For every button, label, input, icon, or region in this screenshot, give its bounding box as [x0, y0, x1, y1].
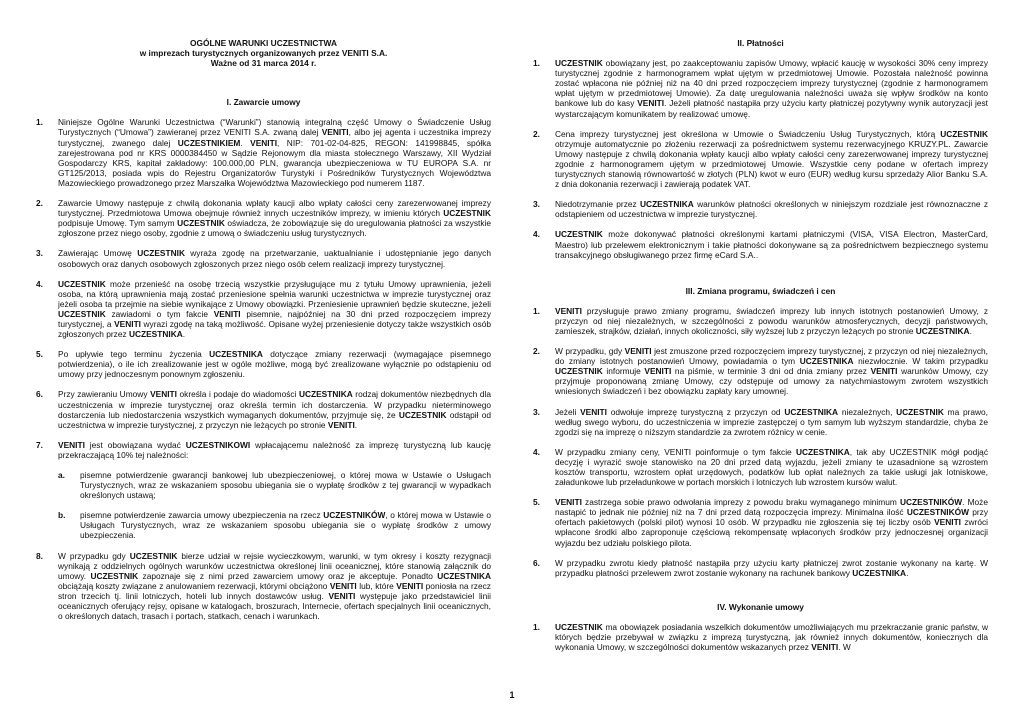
clause-number: 5.: [36, 349, 43, 360]
clause-number: 2.: [36, 198, 43, 209]
section-items: [36, 117, 491, 621]
clause-number: 4.: [533, 229, 540, 240]
sub-clause-letter: b.: [58, 510, 66, 521]
clause-text: Cena imprezy turystycznej jest określona w Umowie o Świadczeniu Usług Turystycznych, którą UCZESTNIK otrzymuje automatycznie po złożeniu rezerwacji za pośrednictwem systemu rezerwacyjnego KRUZY.PL. Zawarcie Umowy następuje z chwilą dokonania wpłaty kaucji albo wpłaty całości ceny zarezerwowanej imprezy turystycznej zgodnie z harmonogramem ujętym w przedmiotowej Umowie. Wszystkie ceny podane w ofertach imprezy turystycznych stanowią równowartość w złotych (PLN) kwot w euro (EUR) według kursu sprzedaży Alior Banku S.A. z dnia dokonania rezerwacji i zawierają podatek VAT.: [555, 128, 988, 190]
clause: [36, 551, 491, 622]
clause: [36, 279, 491, 340]
section-title: III. Zmiana programu, świadczeń i cen: [685, 285, 836, 296]
clause-text: Przy zawieraniu Umowy VENITI określa i podaje do wiadomości UCZESTNIKA rodzaj dokumentów niezbędnych dla uczestniczenia w imprezie turystycznej oraz określa termin ich dostarczenia. W przypadku nieterminowego dostarczenia lub niedostarczenia wszystkich wymaganych dokumentów, przyjmuje się, że UCZESTNIK odstąpił od uczestnictwa w imprezie turystycznej, z przyczyn nie leżących po stronie VENITI.: [58, 389, 491, 430]
clause-number: 5.: [533, 497, 540, 508]
clause: [36, 198, 491, 238]
clause-text: W przypadku gdy UCZESTNIK bierze udział w rejsie wycieczkowym, warunki, w tym okresy i koszty rezygnacji wynikają z oddzielnych ogólnych warunków uczestnictwa określonej linii oceanicznej, które stanowią załącznik do umowy. UCZESTNIK zapoznaje się z nimi przed zawarciem umowy oraz je akceptuje. Ponadto UCZESTNIKA obciążają koszty związane z anulowaniem rezerwacji, którymi obciążono VENITI lub, które VENITI poniosła na rzecz stron trzecich tj. linii lotniczych, hoteli lub innych dostawców usług. VENITI występuje jako przedstawiciel linii oceanicznych oferujący rejsy, opisane w katalogach, broszurach, Internecie, ofertach specjalnych linii oceanicznych, o określonych datach, trasach i portach, statkach, cenach i warunkach.: [58, 550, 492, 622]
clause-text: VENITI zastrzega sobie prawo odwołania imprezy z powodu braku wymaganego minimum UCZESTNIKÓW. Może nastąpić to jednak nie później niż na 7 dni przed datą rozpoczęcia imprezy. Minimalna ilość UCZESTNIKÓW przy ofertach pakietowych (polski pilot) wynosi 10 osób. W przypadku nie zgłoszenia się tej liczby osób VENITI zwróci wpłacone środki albo zaproponuje częściową rekompensatę wpłaconych środków przy jednoczesnej organizacji wyjazdu bez udziału polskiego pilota.: [555, 497, 988, 548]
clause: [36, 248, 491, 268]
clause-text: Zawierając Umowę UCZESTNIK wyraża zgodę na przetwarzanie, uaktualnianie i udostępnianie jego danych osobowych oraz danych osobowych zgłoszonych przez niego osób celem realizacji imprezy turystycznej.: [58, 248, 491, 269]
clause: [36, 440, 491, 541]
clause-text: UCZESTNIK ma obowiązek posiadania wszelkich dokumentów umożliwiających mu przekraczanie granic państw, w których będzie przebywał w związku z imprezą turystyczną, jak również innych dokumentów, koniecznych dla wykonania Umowy, w szczególności dokumentów wskazanych przez VENITI. W: [555, 621, 988, 653]
section-items: [533, 58, 988, 260]
clause-number: 6.: [36, 389, 43, 400]
clause-number: 2.: [533, 346, 540, 357]
clause-text: Niedotrzymanie przez UCZESTNIKA warunków płatności określonych w niniejszym rozdziale jest równoznaczne z odstąpieniem od uczestnictwa w imprezie turystycznej.: [555, 199, 988, 220]
clause: [533, 129, 988, 190]
sub-clause-list: [58, 470, 491, 541]
document-title: OGÓLNE WARUNKI UCZESTNICTWA: [190, 38, 337, 48]
clause-text: W przypadku zwrotu kiedy płatność nastąpiła przy użyciu karty płatniczej zwrot zostanie wykonany na kartę. W przypadku płatności przelewem zwrot zostanie wykonany na rachunek bankowy UCZESTNIKA.: [555, 557, 988, 578]
clause-number: 6.: [533, 557, 540, 568]
clause: [36, 389, 491, 429]
clause: [533, 622, 988, 652]
document-subtitle: w imprezach turystycznych organizowanych przez VENITI S.A.: [139, 48, 388, 59]
sub-clause: [58, 510, 491, 540]
clause: [36, 349, 491, 379]
clause-text: Niniejsze Ogólne Warunki Uczestnictwa (“Warunki”) stanowią integralną część Umowy o Świadczenie Usług Turystycznych (“Umowa”) zawieranej przez VENITI S.A. zwaną dalej VENITI, albo jej agenta i uczestnika imprezy turystycznej, zwanego dalej UCZESTNIKIEM. VENITI, NIP: 701-02-04-825, REGON: 141998845, spółka zarejestrowana pod nr KRS 0000384450 w Sądzie Rejonowym dla miasta stołecznego Warszawy, XII Wydział Gospodarczy KRS, kapitał zakładowy: 100.000,00 PLN, gwarancja ubezpieczeniowa w TU EUROPA S.A. nr GT125/2013, posiada wpis do Rejestru Organizatorów Turystyki i Pośredników Turystycznych Województwa Mazowieckiego prowadzonego przez Marszałka Województwa Mazowieckiego pod numerem 1187.: [58, 117, 492, 188]
clause-number: 1.: [533, 305, 540, 316]
clause-number: 1.: [533, 621, 540, 632]
document-date: Ważne od 31 marca 2014 r.: [210, 58, 317, 69]
clause: [533, 58, 988, 119]
section-title: IV. Wykonanie umowy: [717, 601, 804, 612]
clause-text: UCZESTNIK obowiązany jest, po zaakceptowaniu zapisów Umowy, wpłacić kaucję w wysokości 30% ceny imprezy turystycznej zgodnie z harmonogramem wpłat ujętym w przedmiotowej Umowie. Pozostała należność powinna zostać wpłacona nie później niż na 40 dni przed rozpoczęciem imprezy turystycznej (zgodnie z harmonogramem wpłat ujętym w przedmiotowej Umowie). Za datę uregulowania należności uważa się wpływ środków na konto bankowe lub do kasy VENITI. Jeżeli płatność nastąpiła przy użyciu karty płatniczej pozytywny wynik autoryzacji jest wystarczającym komunikatem by realizować umowę.: [555, 58, 988, 119]
document-header: [36, 38, 491, 68]
sub-clause-text: pisemne potwierdzenie gwarancji bankowej lub ubezpieczeniowej, o której mowa w Ustawie o Usługach Turystycznych, wraz ze wskazaniem sposobu ubiegania sie o wypłatę środków z tej gwarancji w wypadkach określonych ustawą;: [80, 470, 491, 501]
clause: [533, 199, 988, 219]
sub-clause-letter: a.: [58, 470, 65, 480]
section-items: [533, 306, 988, 578]
clause: [533, 558, 988, 578]
clause-text: VENITI jest obowiązana wydać UCZESTNIKOWI wpłacającemu należność za imprezę turystyczną lub kaucję przekraczającą 10% tej należności:: [58, 439, 491, 460]
clause-number: 3.: [533, 199, 540, 210]
clause-text: UCZESTNIK może dokonywać płatności określonymi kartami płatniczymi (VISA, VISA Electron, MasterCard, Maestro) lub przelewem elektronicznym i takie płatności dokonywane są za pośrednictwem bezpiecznego systemu transakcyjnego obsługiwanego przez firmę eCard S.A..: [555, 229, 988, 260]
clause: [533, 497, 988, 547]
clause: [533, 407, 988, 437]
clause-text: Zawarcie Umowy następuje z chwilą dokonania wpłaty kaucji albo wpłaty całości ceny zarezerwowanej imprezy turystycznej. Przedmiotowa Umowa obejmuje również innych uczestników imprezy, w imieniu których UCZESTNIK podpisuje Umowę. Tym samym UCZESTNIK oświadcza, że zobowiązuje się do uregulowania płatności za wszystkie zgłoszone przez niego osoby, zgodnie z umową o świadczeniu usług turystycznych.: [58, 198, 491, 239]
left-column: [36, 38, 491, 631]
clause-text: Jeżeli VENITI odwołuje imprezę turystyczną z przyczyn od UCZESTNIKA niezależnych, UCZESTNIK ma prawo, według swego wyboru, do uczestniczenia w imprezie zastępczej o tym samym lub wyższym standardzie, chyba że zgodzi się na imprezę o niższym standardzie za zwrotem różnicy w cenie.: [555, 406, 988, 437]
section-title: I. Zawarcie umowy: [226, 97, 301, 108]
section-items: [533, 622, 988, 652]
clause-text: W przypadku zmiany ceny, VENITI poinformuje o tym fakcie UCZESTNIKA, tak aby UCZESTNIK mógł podjąć decyzję i wyrazić swoje stanowisko na 20 dni przed datą wyjazdu, jeżeli zmiany te uzasadnione są wzrostem kosztów transportu, wzrostem opłat urzędowych, podatków lub opłat należnych za takie usługi jak lotniskowe, załadunkowe lub przeładunkowe w portach morskich i lotniczych lub wzrostem kursów walut.: [555, 446, 988, 488]
clause-number: 8.: [36, 550, 43, 561]
sub-clause-text: pisemne potwierdzenie zawarcia umowy ubezpieczenia na rzecz UCZESTNIKÓW, o której mowa w Ustawie o Usługach Turystycznych, wraz ze wskazaniem sposobu ubiegania sie o wypłatę środków z umowy ubezpieczenia.: [80, 510, 491, 541]
clause-number: 3.: [36, 248, 43, 259]
clause: [533, 447, 988, 487]
clause: [36, 117, 491, 188]
clause-number: 7.: [36, 439, 43, 450]
clause-number: 1.: [36, 117, 43, 128]
section-title: II. Płatności: [737, 38, 784, 48]
page-number: 1: [509, 690, 515, 700]
clause: [533, 306, 988, 336]
clause-number: 1.: [533, 58, 540, 69]
clause-text: VENITI przysługuje prawo zmiany programu, świadczeń imprezy lub innych istotnych postanowień Umowy, z przyczyn od niej niezależnych, w szczególności z powodu warunków atmosferycznych, decyzji państwowych, zamieszek, strajków, działań, innych okoliczności, siły wyższej lub z przyczyn leżących po stronie UCZESTNIKA.: [555, 305, 988, 336]
sub-clause: [58, 470, 491, 500]
clause-number: 2.: [533, 128, 540, 139]
clause-number: 4.: [36, 278, 43, 289]
clause: [533, 229, 988, 259]
right-column: [533, 38, 988, 662]
clause-number: 4.: [533, 446, 540, 457]
clause: [533, 346, 988, 396]
clause-text: W przypadku, gdy VENITI jest zmuszone przed rozpoczęciem imprezy turystycznej, z przyczyn od niej niezależnych, do zmiany istotnych postanowień Umowy, powiadamia o tym UCZESTNIKA niezwłocznie. W takim przypadku UCZESTNIK informuje VENITI na piśmie, w terminie 3 dni od dnia zmiany przez VENITI warunków Umowy, czy przyjmuje proponowaną zmianę Umowy, czy odstępuje od umowy za natychmiastowym zwrotem wszystkich wniesionych świadczeń i bez obowiązku zapłaty kary umownej.: [555, 346, 989, 397]
clause-number: 3.: [533, 406, 540, 417]
clause-text: UCZESTNIK może przenieść na osobę trzecią wszystkie przysługujące mu z tytułu Umowy uprawnienia, jeżeli osoba, na którą uprawnienia mają zostać przeniesione spełnia warunki uczestnictwa w imprezie turystycznej oraz jeżeli osoba ta przejmie na siebie wynikające z Umowy obowiązki. Przeniesienie uprawnień będzie skuteczne, jeżeli UCZESTNIK zawiadomi o tym fakcie VENITI pisemnie, najpóźniej na 30 dni przed rozpoczęciem imprezy turystycznej, a VENITI wyrazi zgodę na taką możliwość. Opisane wyżej przeniesienie dotyczy także wszystkich osób zgłoszonych przez UCZESTNIKA.: [58, 278, 492, 340]
clause-text: Po upływie tego terminu życzenia UCZESTNIKA dotyczące zmiany rezerwacji (wymagające pisemnego potwierdzenia), o ile ich zrealizowanie jest w ogóle możliwe, mogą być zrealizowane wyłącznie po odstąpieniu od umowy przy jednoczesnym ponownym zgłoszeniu.: [58, 349, 491, 380]
